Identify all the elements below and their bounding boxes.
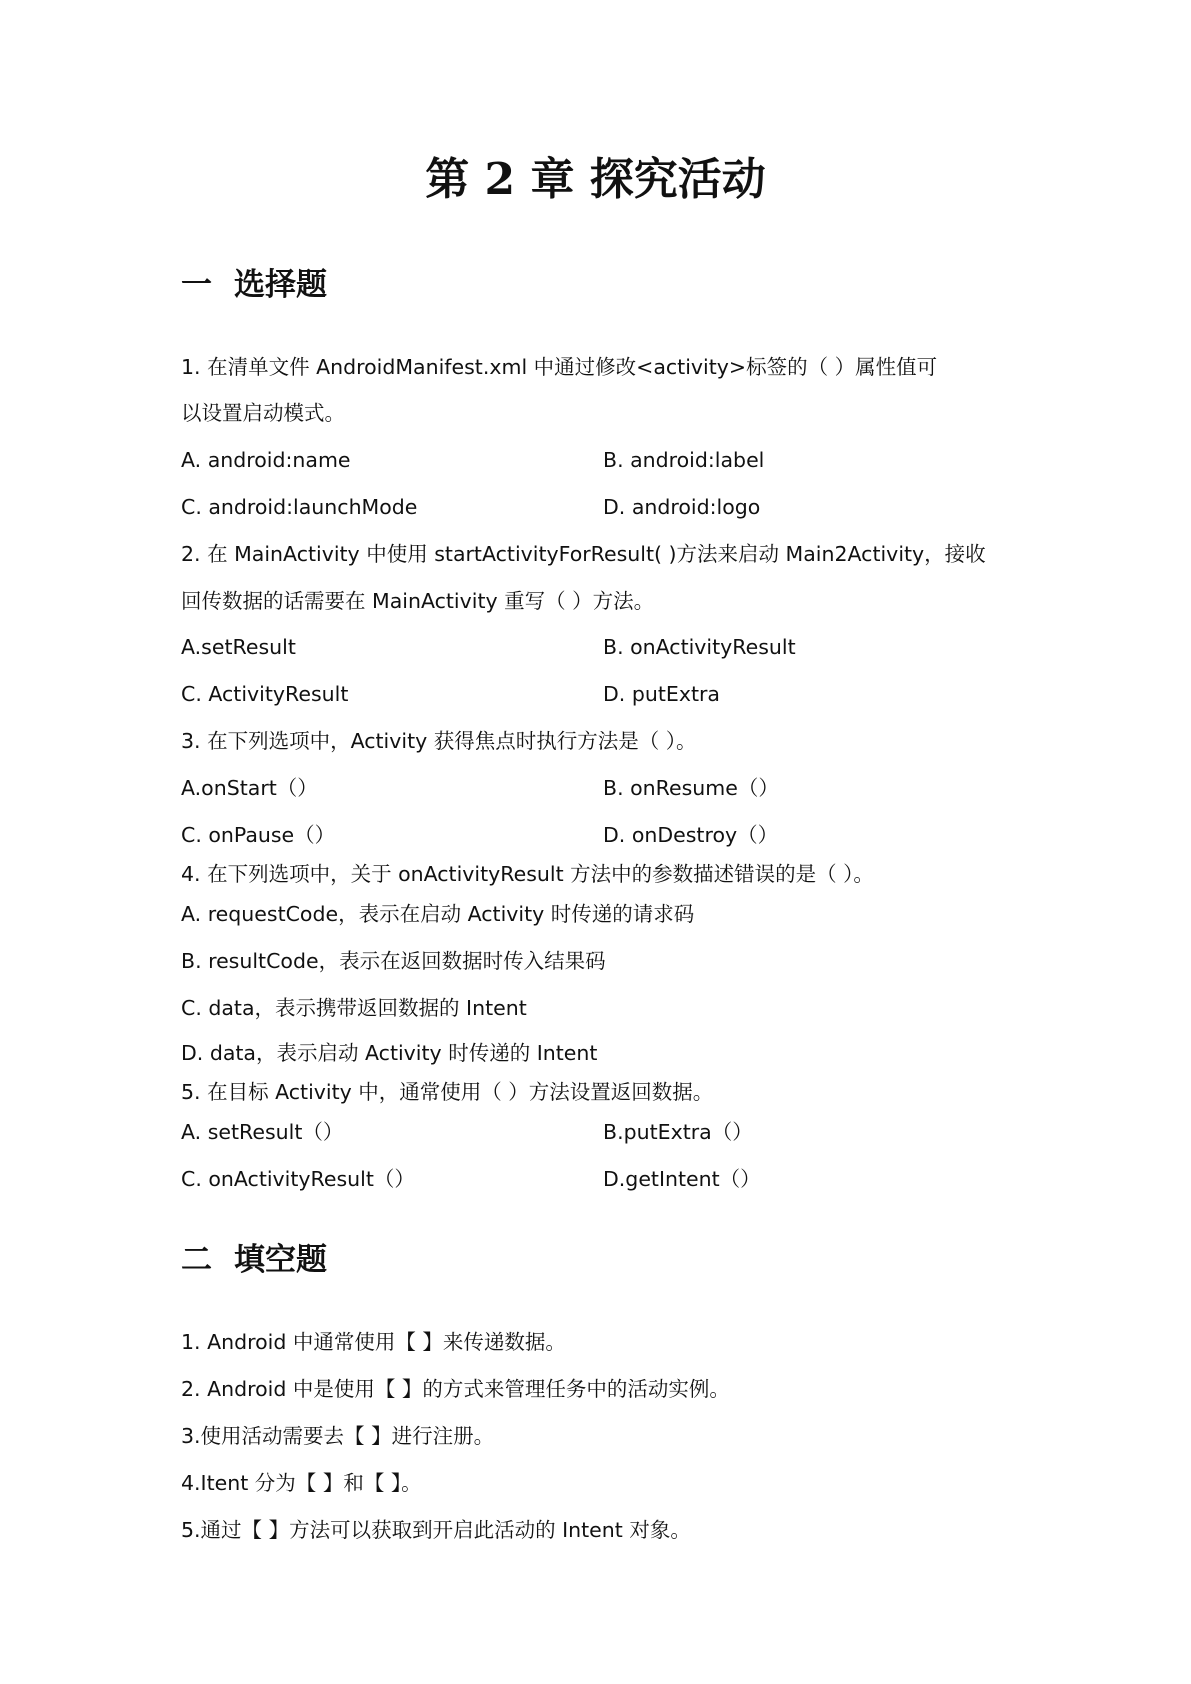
section-heading-choice: [181, 265, 327, 305]
chapter-title: 第 2 章 探究活动: [425, 154, 766, 205]
question-5-option-d: D.getIntent（）: [603, 1167, 761, 1191]
question-2-text-cont: 回传数据的话需要在 MainActivity 重写（ ）方法。: [181, 589, 655, 613]
question-1-option-c: C. android:launchMode: [181, 495, 418, 519]
question-3-option-c: C. onPause（）: [181, 823, 336, 847]
question-4-option-b: B. resultCode，表示在返回数据时传入结果码: [181, 949, 606, 973]
question-2-text: 2. 在 MainActivity 中使用 startActivityForResult( )方法来启动 Main2Activity，接收: [181, 542, 986, 566]
fill-blank-item-5: 5.通过【 】方法可以获取到开启此活动的 Intent 对象。: [181, 1518, 691, 1542]
question-5-option-b: B.putExtra（）: [603, 1120, 753, 1144]
question-3-option-d: D. onDestroy（）: [603, 823, 779, 847]
section-heading-fill-blank: [181, 1240, 327, 1280]
question-1-text: 1. 在清单文件 AndroidManifest.xml 中通过修改<activity>标签的（ ）属性值可: [181, 355, 938, 379]
section-number: 一: [181, 267, 212, 303]
question-3-option-b: B. onResume（）: [603, 776, 779, 800]
question-4-option-d: D. data，表示启动 Activity 时传递的 Intent: [181, 1041, 598, 1065]
question-4-text: 4. 在下列选项中，关于 onActivityResult 方法中的参数描述错误的是（ ）。: [181, 862, 874, 886]
section-title: 选择题: [234, 267, 327, 303]
fill-blank-item-3: 3.使用活动需要去【 】进行注册。: [181, 1424, 495, 1448]
question-1-text-cont: 以设置启动模式。: [181, 401, 345, 425]
question-5-option-a: A. setResult（）: [181, 1120, 344, 1144]
section-number: 二: [181, 1242, 212, 1278]
question-4-option-c: C. data，表示携带返回数据的 Intent: [181, 996, 527, 1020]
question-5-option-c: C. onActivityResult（）: [181, 1167, 415, 1191]
question-2-option-b: B. onActivityResult: [603, 635, 796, 659]
question-2-option-c: C. ActivityResult: [181, 682, 349, 706]
question-2-option-d: D. putExtra: [603, 682, 720, 706]
fill-blank-item-1: 1. Android 中通常使用【 】来传递数据。: [181, 1330, 566, 1354]
question-4-option-a: A. requestCode，表示在启动 Activity 时传递的请求码: [181, 902, 695, 926]
section-title: 填空题: [234, 1242, 327, 1278]
fill-blank-item-4: 4.Itent 分为【 】和【 】。: [181, 1471, 422, 1495]
question-2-option-a: A.setResult: [181, 635, 296, 659]
question-1-option-a: A. android:name: [181, 448, 351, 472]
question-5-text: 5. 在目标 Activity 中，通常使用（ ）方法设置返回数据。: [181, 1080, 714, 1104]
fill-blank-item-2: 2. Android 中是使用【 】的方式来管理任务中的活动实例。: [181, 1377, 730, 1401]
question-1-option-b: B. android:label: [603, 448, 765, 472]
question-3-option-a: A.onStart（）: [181, 776, 318, 800]
question-1-option-d: D. android:logo: [603, 495, 761, 519]
question-3-text: 3. 在下列选项中，Activity 获得焦点时执行方法是（ ）。: [181, 729, 697, 753]
